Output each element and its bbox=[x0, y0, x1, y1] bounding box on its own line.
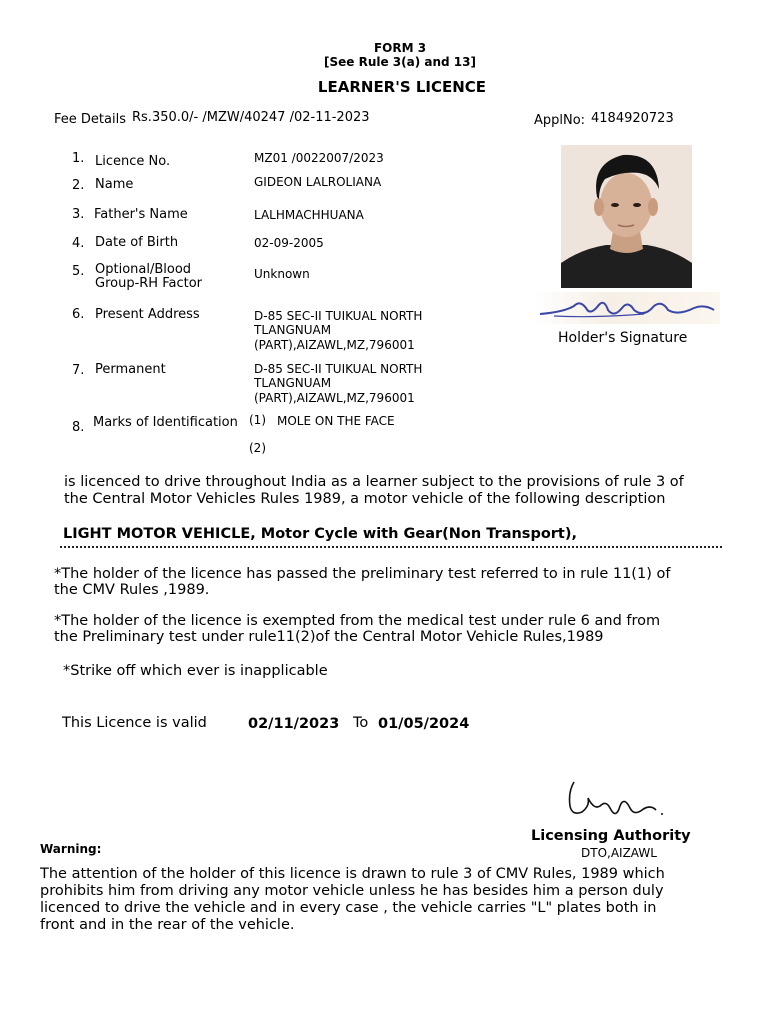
field-number: 3. bbox=[72, 207, 85, 222]
authority-signature-image bbox=[560, 776, 670, 826]
holder-signature-label: Holder's Signature bbox=[558, 330, 688, 346]
mark-index: (1) bbox=[249, 413, 266, 427]
field-value-dob: 02-09-2005 bbox=[254, 236, 324, 250]
holder-photo bbox=[561, 145, 692, 288]
field-number: 2. bbox=[72, 178, 85, 193]
vehicle-class: LIGHT MOTOR VEHICLE, Motor Cycle with Gear(Non Transport), bbox=[63, 526, 577, 542]
validity-to-label: To bbox=[353, 715, 369, 731]
field-label-fathers-name: Father's Name bbox=[94, 207, 188, 222]
holder-signature-scribble bbox=[534, 292, 720, 324]
field-label-marks: Marks of Identification bbox=[93, 415, 238, 430]
field-number: 4. bbox=[72, 236, 85, 251]
validity-label: This Licence is valid bbox=[62, 715, 207, 731]
warning-line: licenced to drive the vehicle and in every case , the vehicle carries "L" plates both in bbox=[40, 900, 657, 916]
warning-line: prohibits him from driving any motor vehicle unless he has besides him a person duly bbox=[40, 883, 664, 899]
field-value-fathers-name: LALHMACHHUANA bbox=[254, 208, 364, 222]
permanent-address-line: D-85 SEC-II TUIKUAL NORTH bbox=[254, 362, 423, 376]
note-line: the Preliminary test under rule11(2)of the Central Motor Vehicle Rules,1989 bbox=[54, 629, 604, 645]
field-label-name: Name bbox=[95, 177, 134, 192]
mark-index: (2) bbox=[249, 441, 266, 455]
note-line: *The holder of the licence is exempted from the medical test under rule 6 and from bbox=[54, 613, 661, 629]
fee-details-label: Fee Details bbox=[54, 112, 126, 127]
field-label-present-address: Present Address bbox=[95, 307, 200, 322]
present-address-line: (PART),AIZAWL,MZ,796001 bbox=[254, 338, 415, 352]
warning-line: front and in the rear of the vehicle. bbox=[40, 917, 295, 933]
dotted-divider bbox=[60, 546, 722, 548]
present-address-line: TLANGNUAM bbox=[254, 323, 332, 337]
field-number: 7. bbox=[72, 363, 85, 378]
valid-from-date: 02/11/2023 bbox=[248, 716, 340, 732]
holder-signature-image bbox=[534, 292, 720, 324]
field-label-dob: Date of Birth bbox=[95, 235, 179, 250]
form-number: FORM 3 bbox=[373, 41, 427, 55]
holder-photo-image bbox=[561, 145, 692, 288]
present-address-line: D-85 SEC-II TUIKUAL NORTH bbox=[254, 309, 423, 323]
note-line: *The holder of the licence has passed the preliminary test referred to in rule 11(1) of bbox=[54, 566, 671, 582]
warning-label: Warning: bbox=[40, 842, 102, 856]
permanent-address-line: TLANGNUAM bbox=[254, 376, 332, 390]
licence-text-line: is licenced to drive throughout India as a learner subject to the provisions of rule 3 of bbox=[64, 474, 684, 490]
field-value-name: GIDEON LALROLIANA bbox=[254, 175, 382, 189]
rule-reference: [See Rule 3(a) and 13] bbox=[324, 55, 476, 69]
field-value-blood-group: Unknown bbox=[254, 267, 310, 281]
field-number: 5. bbox=[72, 264, 85, 279]
field-number: 6. bbox=[72, 307, 85, 322]
licensing-authority-title: Licensing Authority bbox=[531, 828, 691, 844]
field-label-blood-group-line2: Group-RH Factor bbox=[95, 276, 203, 291]
appl-no-label: ApplNo: bbox=[534, 113, 586, 128]
field-number: 8. bbox=[72, 420, 85, 435]
warning-line: The attention of the holder of this licence is drawn to rule 3 of CMV Rules, 1989 which bbox=[40, 866, 665, 882]
licensing-authority-office: DTO,AIZAWL bbox=[581, 846, 657, 860]
field-label-licence-no: Licence No. bbox=[95, 154, 171, 169]
field-label-blood-group: Optional/Blood bbox=[95, 262, 192, 277]
permanent-address-line: (PART),AIZAWL,MZ,796001 bbox=[254, 391, 415, 405]
strike-note: *Strike off which ever is inapplicable bbox=[63, 663, 328, 679]
field-value-licence-no: MZ01 /0022007/2023 bbox=[254, 151, 384, 165]
mark-text: MOLE ON THE FACE bbox=[277, 414, 395, 428]
field-label-permanent-address: Permanent bbox=[95, 362, 166, 377]
page-title: LEARNER'S LICENCE bbox=[317, 78, 487, 96]
field-number: 1. bbox=[72, 151, 85, 166]
licence-text-line: the Central Motor Vehicles Rules 1989, a motor vehicle of the following description bbox=[64, 491, 666, 507]
fee-details-value: Rs.350.0/- /MZW/40247 /02-11-2023 bbox=[132, 110, 370, 125]
appl-no-value: 4184920723 bbox=[591, 111, 674, 126]
note-line: the CMV Rules ,1989. bbox=[54, 582, 210, 598]
valid-to-date: 01/05/2024 bbox=[378, 716, 470, 732]
